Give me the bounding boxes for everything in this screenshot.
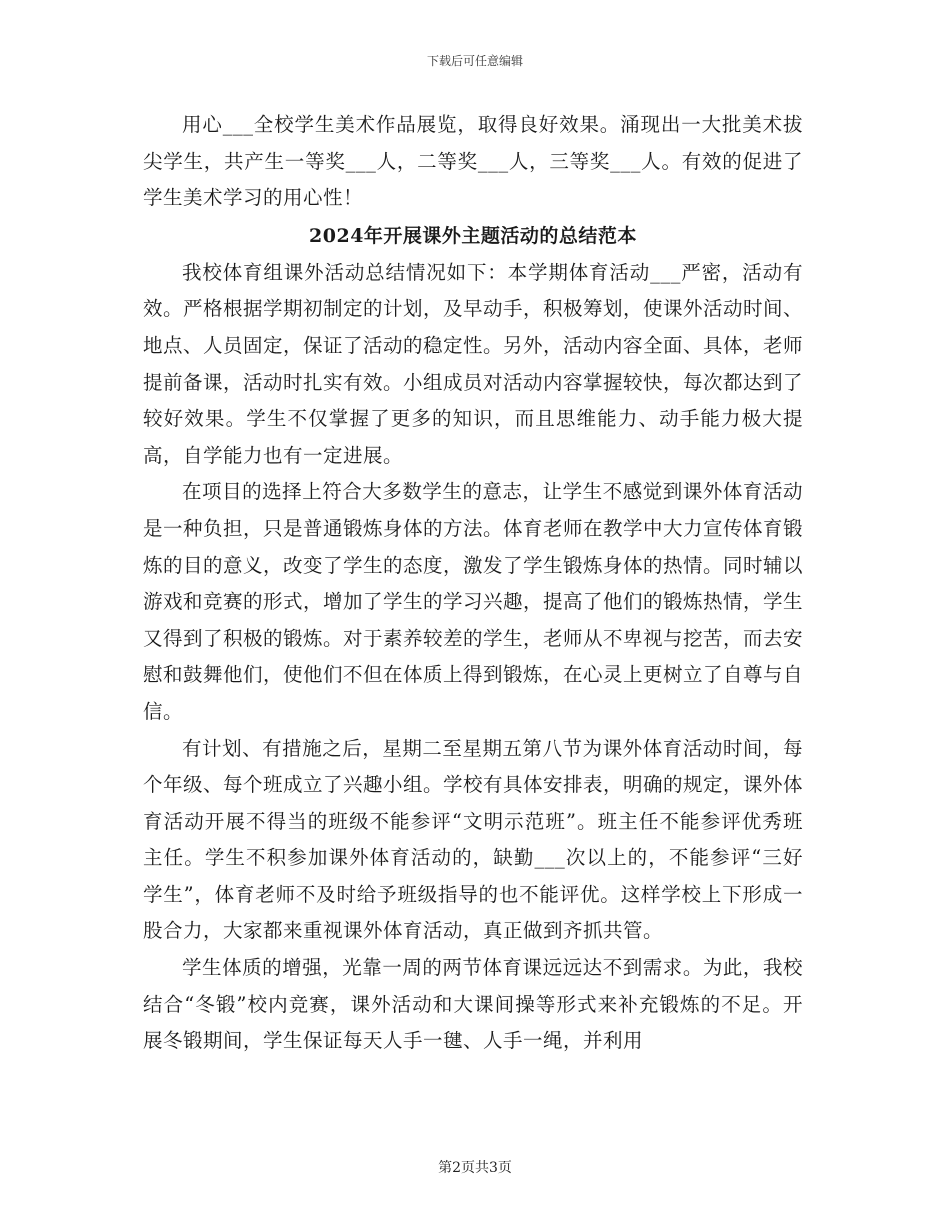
- paragraph-art-exhibition: 用心___全校学生美术作品展览，取得良好效果。涌现出一大批美术拔尖学生，共产生一等奖___人，二等奖___人，三等奖___人。有效的促进了学生美术学习的用心性！: [143, 113, 803, 210]
- paragraph-physique: 学生体质的增强，光靠一周的两节体育课远远达不到需求。为此，我校结合“冬锻”校内竞赛，课外活动和大课间操等形式来补充锻炼的不足。开展冬锻期间，学生保证每天人手一毽、人手一绳，并利用: [143, 956, 803, 1053]
- page-header: 下载后可任意编辑: [426, 54, 523, 68]
- document-body: [143, 107, 803, 1060]
- paragraph-sports-summary: 我校体育组课外活动总结情况如下：本学期体育活动___严密，活动有效。严格根据学期初制定的计划，及早动手，积极筹划，使课外活动时间、地点、人员固定，保证了活动的稳定性。另外，活动内容全面、具体，老师提前备课，活动时扎实有效。小组成员对活动内容掌握较快，每次都达到了较好效果。学生不仅掌握了更多的知识，而且思维能力、动手能力极大提高，自学能力也有一定进展。: [143, 260, 804, 467]
- page-footer: 第2页共3页: [438, 1160, 512, 1176]
- paragraph-plans-measures: 有计划、有措施之后，星期二至星期五第八节为课外体育活动时间，每个年级、每个班成立了兴趣小组。学校有具体安排表，明确的规定，课外体育活动开展不得当的班级不能参评“文明示范班”。班主任不能参评优秀班主任。学生不积参加课外体育活动的，缺勤___次以上的，不能参评“三好学生”，体育老师不及时给予班级指导的也不能评优。这样学校上下形成一股合力，大家都来重视课外体育活动，真正做到齐抓共管。: [143, 736, 804, 943]
- document-title: 2024年开展课外主题活动的总结范本: [309, 224, 637, 247]
- paragraph-project-selection: 在项目的选择上符合大多数学生的意志，让学生不感觉到课外体育活动是一种负担，只是普通锻炼身体的方法。体育老师在教学中大力宣传体育锻炼的目的意义，改变了学生的态度，激发了学生锻炼身体的热情。同时辅以游戏和竞赛的形式，增加了学生的学习兴趣，提高了他们的锻炼热情，学生又得到了积极的锻炼。对于素养较差的学生，老师从不卑视与挖苦，而去安慰和鼓舞他们，使他们不但在体质上得到锻炼，在心灵上更树立了自尊与自信。: [143, 480, 804, 723]
